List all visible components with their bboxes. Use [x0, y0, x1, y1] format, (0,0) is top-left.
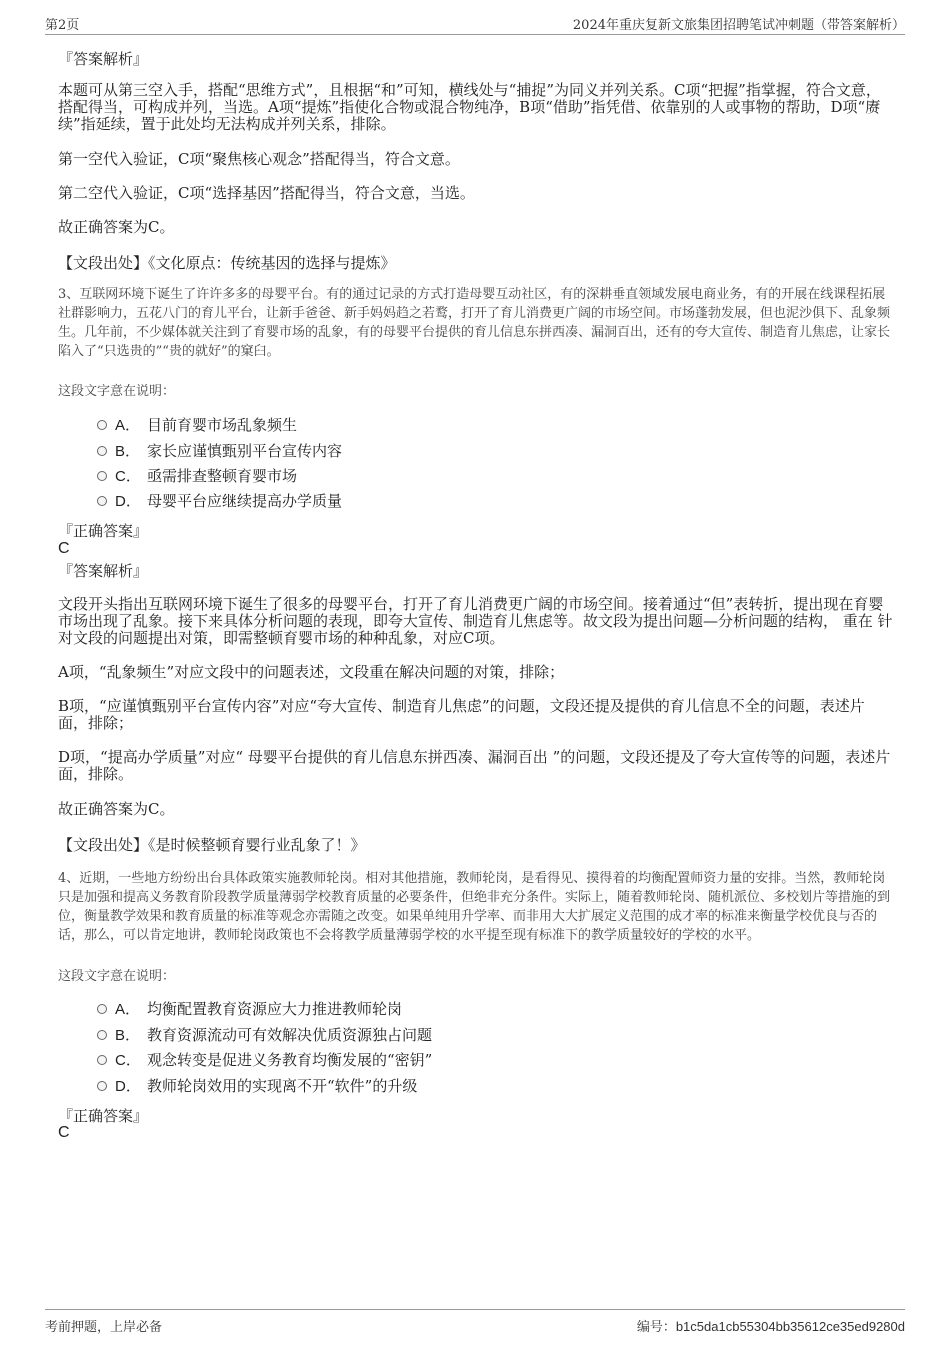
- q3-analysis-paragraph: A项，“乱象频生”对应文段中的问题表述，文段重在解决问题的对策，排除；: [58, 663, 565, 681]
- q3-option-d[interactable]: [97, 491, 342, 511]
- option-text: 教师轮岗效用的实现离不开“软件”的升级: [147, 1077, 418, 1095]
- radio-icon[interactable]: [97, 1055, 107, 1065]
- option-letter: B．: [115, 443, 141, 460]
- q3-stem: 3、互联网环境下诞生了许许多多的母婴平台。有的通过记录的方式打造母婴互动社区，有的深耕垂直领域发展电商业务，有的开展在线课程拓展社群影响力，五花八门的育儿平台，让新手爸爸、新手妈妈趋之若鹜，打开了育儿消费更广阔的市场空间。市场蓬勃发展，但也泥沙俱下、乱象频生。几年前，不少媒体就关注到了育婴市场的乱象，有的母婴平台提供的育儿信息东拼西凑、漏洞百出，还有的夸大宣传、制造育儿焦虑，让家长陷入了“只选贵的”“贵的就好”的窠臼。: [58, 287, 891, 359]
- q4-option-c[interactable]: [97, 1050, 432, 1070]
- q4-answer-label: 『正确答案』: [58, 1107, 149, 1125]
- q4-option-a[interactable]: [97, 999, 402, 1019]
- document-code: [637, 1316, 905, 1335]
- page-footer: [45, 1309, 905, 1336]
- option-letter: A．: [115, 417, 141, 434]
- q3-analysis-paragraph: D项，“提高办学质量”对应“ 母婴平台提供的育儿信息东拼西凑、漏洞百出 ”的问题，文段还提及了夸大宣传等的问题，表述片面，排除。: [58, 748, 891, 783]
- option-letter: C．: [115, 1052, 141, 1069]
- q3-answer-label: 『正确答案』: [58, 522, 149, 540]
- radio-icon[interactable]: [97, 1004, 107, 1014]
- q2-analysis-paragraph: 第一空代入验证，C项“聚焦核心观念”搭配得当，符合文意。: [58, 150, 460, 168]
- radio-icon[interactable]: [97, 1030, 107, 1040]
- page-number: 第2页: [45, 18, 80, 33]
- option-text: 目前育婴市场乱象频生: [147, 416, 298, 434]
- option-text: 观念转变是促进义务教育均衡发展的“密钥”: [147, 1051, 433, 1069]
- q4-answer: C: [58, 1124, 70, 1141]
- radio-icon[interactable]: [97, 446, 107, 456]
- radio-icon[interactable]: [97, 496, 107, 506]
- q3-analysis-paragraph: 文段开头指出互联网环境下诞生了很多的母婴平台，打开了育儿消费更广阔的市场空间。接着通过“但”表转折，提出现在育婴市场出现了乱象。接下来具体分析问题的表现，即夸大宣传、制造育儿焦虑等。故文段为提出问题—分析问题的结构， 重在 针对文段的问题提出对策，即需整顿育婴市场的种种乱象，对应C项。: [58, 595, 893, 647]
- q3-source: 【文段出处】《是时候整顿育婴行业乱象了！》: [58, 836, 366, 854]
- q3-analysis-paragraph: B项，“应谨慎甄别平台宣传内容”对应“夸大宣传、制造育儿焦虑”的问题，文段还提及提供的育儿信息不全的问题，表述片面，排除；: [58, 697, 865, 732]
- footer-slogan: 考前押题，上岸必备: [45, 1320, 163, 1335]
- code-value: b1c5da1cb55304bb35612ce35ed9280d: [675, 1319, 905, 1334]
- code-label: 编号：: [636, 1320, 676, 1335]
- q4-option-b[interactable]: [97, 1025, 432, 1045]
- q4-option-d[interactable]: [97, 1076, 417, 1096]
- option-letter: D．: [115, 493, 141, 510]
- option-text: 教育资源流动可有效解决优质资源独占问题: [147, 1026, 433, 1044]
- radio-icon[interactable]: [97, 1081, 107, 1091]
- q2-source: 【文段出处】《文化原点：传统基因的选择与提炼》: [58, 254, 396, 272]
- q3-option-c[interactable]: [97, 466, 297, 486]
- option-letter: C．: [115, 468, 141, 485]
- q4-stem: 4、近期，一些地方纷纷出台具体政策实施教师轮岗。相对其他措施，教师轮岗，是看得见、摸得着的均衡配置师资力量的安排。当然，教师轮岗只是加强和提高义务教育阶段教学质量薄弱学校教育质量的必要条件，但绝非充分条件。实际上，随着教师轮岗、随机派位、多校划片等措施的到位，衡量教学效果和教育质量的标准等观念亦需随之改变。如果单纯用升学率、而非用大大扩展定义范围的成才率的标准来衡量学校优良与否的话，那么，可以肯定地讲，教师轮岗政策也不会将教学质量薄弱学校的水平提至现有标准下的教学质量较好的学校的水平。: [58, 871, 891, 943]
- option-letter: B．: [115, 1027, 141, 1044]
- q2-analysis-paragraph: 第二空代入验证，C项“选择基因”搭配得当，符合文意，当选。: [58, 184, 475, 202]
- q2-analysis-paragraph: 本题可从第三空入手，搭配“思维方式”，且根据“和”可知，横线处与“捕捉”为同义并列关系。C项“把握”指掌握，符合文意，搭配得当，可构成并列，当选。A项“提炼”指使化合物或混合物纯净，B项“借助”指凭借、依靠别的人或事物的帮助，D项“赓续”指延续，置于此处均无法构成并列关系，排除。: [58, 81, 881, 133]
- option-letter: A．: [115, 1001, 141, 1018]
- q3-analysis-paragraph: 故正确答案为C。: [58, 800, 175, 818]
- q3-option-a[interactable]: [97, 415, 297, 435]
- q3-prompt: 这段文字意在说明：: [58, 384, 176, 399]
- page-header: [45, 14, 905, 35]
- radio-icon[interactable]: [97, 471, 107, 481]
- q3-analysis-label: 『答案解析』: [58, 562, 149, 580]
- q2-analysis-label: 『答案解析』: [58, 50, 149, 68]
- option-letter: D．: [115, 1078, 141, 1095]
- option-text: 均衡配置教育资源应大力推进教师轮岗: [147, 1000, 403, 1018]
- option-text: 母婴平台应继续提高办学质量: [147, 492, 343, 510]
- q3-option-b[interactable]: [97, 441, 342, 461]
- q3-answer: C: [58, 540, 70, 557]
- option-text: 亟需排查整顿育婴市场: [147, 467, 298, 485]
- document-title: 2024年重庆复新文旅集团招聘笔试冲刺题（带答案解析）: [572, 18, 905, 33]
- radio-icon[interactable]: [97, 420, 107, 430]
- q2-analysis-paragraph: 故正确答案为C。: [58, 218, 175, 236]
- option-text: 家长应谨慎甄别平台宣传内容: [147, 442, 343, 460]
- q4-prompt: 这段文字意在说明：: [58, 969, 176, 984]
